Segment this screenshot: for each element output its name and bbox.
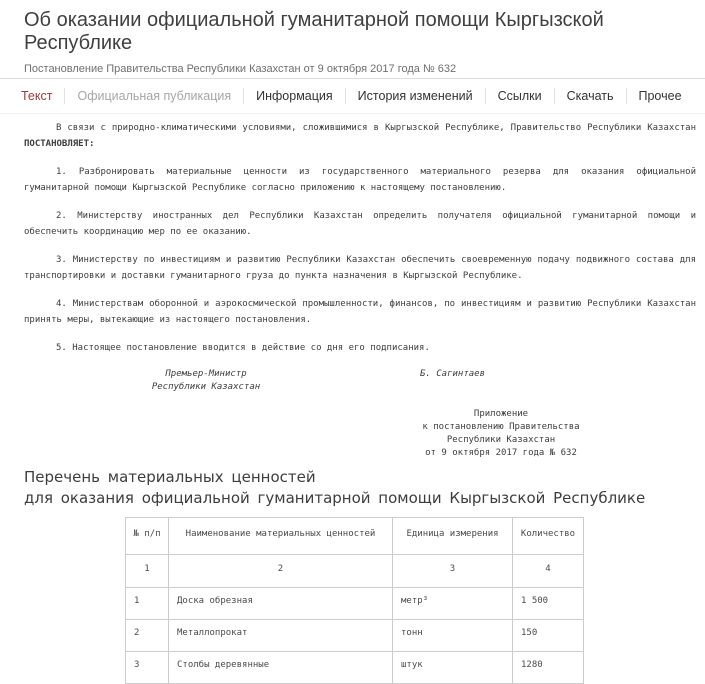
page-title: Об оказании официальной гуманитарной помощи Кыргызской Республике: [24, 9, 604, 54]
preamble-text: В связи с природно-климатическими условиями, сложившимися в Кыргызской Республике, Правительство Республики Казахстан: [56, 123, 696, 133]
annex-ref-line4: от 9 октября 2017 года № 632: [425, 448, 577, 458]
decree-point-3: 3. Министерству по инвестициям и развитию Республики Казахстан обеспечить своевременную подачу подвижного состава для транспортировки и доставки гуманитарного груза до пункта назначения в Кыргызской Республике.: [24, 255, 696, 281]
table-header-row: [126, 518, 584, 555]
cell-quantity: 1 500: [513, 588, 584, 620]
annex-ref-line2: к постановлению Правительства: [422, 422, 580, 432]
header-cell-unit: Единица измерения: [393, 518, 513, 555]
tab-text[interactable]: Текст: [9, 88, 65, 104]
cell-name: Столбы деревянные: [169, 652, 393, 684]
table-row: [126, 588, 584, 620]
signature-position-line2: Республики Казахстан: [151, 382, 261, 392]
header-cell-quantity: Количество: [513, 518, 584, 555]
column-number-cell: 4: [513, 555, 584, 588]
page-subtitle: Постановление Правительства Республики Казахстан от 9 октября 2017 года № 632: [24, 63, 457, 75]
cell-unit: метр³: [393, 588, 513, 620]
cell-quantity: 1280: [513, 652, 584, 684]
annex-title: [24, 467, 696, 509]
annex-ref-line1: Приложение: [473, 409, 529, 419]
tab-links[interactable]: Ссылки: [486, 88, 555, 104]
tab-change-history[interactable]: История изменений: [346, 88, 486, 104]
decree-point-4: 4. Министерствам оборонной и аэрокосмической промышленности, финансов, по инвестициям и развитию Республики Казахстан принять меры, вытекающие из настоящего постановления.: [24, 299, 696, 325]
column-number-cell: 3: [393, 555, 513, 588]
signature-name: Б. Сагинтаев: [420, 369, 486, 379]
decree-point-2: 2. Министерству иностранных дел Республики Казахстан определить получателя официальной гуманитарной помощи и обеспечить координацию мер по ее оказанию.: [24, 211, 696, 237]
signature-position: [140, 368, 272, 394]
tab-information[interactable]: Информация: [244, 88, 346, 104]
table-column-number-row: [126, 555, 584, 588]
cell-name: Металлопрокат: [169, 620, 393, 652]
cell-name: Доска обрезная: [169, 588, 393, 620]
table-row: [126, 652, 584, 684]
cell-number: 1: [126, 588, 169, 620]
cell-number: 2: [126, 620, 169, 652]
tab-other[interactable]: Прочее: [638, 89, 682, 103]
annex-reference: [376, 408, 626, 459]
resolves-keyword: ПОСТАНОВЛЯЕТ:: [24, 139, 95, 149]
cell-number: 3: [126, 652, 169, 684]
decree-point-1: 1. Разбронировать материальные ценности из государственного материального резерва для оказания официальной гуманитарной помощи Кыргызской Республике согласно приложению к настоящему постановлению.: [24, 167, 696, 193]
table-row: [126, 620, 584, 652]
header-cell-name: Наименование материальных ценностей: [169, 518, 393, 555]
tab-download[interactable]: Скачать: [555, 88, 627, 104]
document-header: [0, 0, 705, 76]
signature-block: [24, 368, 696, 394]
cell-unit: штук: [393, 652, 513, 684]
preamble-paragraph: [24, 120, 696, 152]
document-body: [0, 114, 696, 684]
annex-ref-line3: Республики Казахстан: [446, 435, 556, 445]
annex-title-line2: для оказания официальной гуманитарной помощи Кыргызской Республике: [24, 489, 646, 507]
column-number-cell: 1: [126, 555, 169, 588]
header-cell-number: № п/п: [126, 518, 169, 555]
tab-official-publication[interactable]: Официальная публикация: [65, 88, 244, 104]
cell-quantity: 150: [513, 620, 584, 652]
signature-position-line1: Премьер-Министр: [165, 369, 247, 379]
materials-table: [125, 517, 584, 684]
annex-title-line1: Перечень материальных ценностей: [24, 468, 316, 486]
cell-unit: тонн: [393, 620, 513, 652]
decree-point-5: 5. Настоящее постановление вводится в действие со дня его подписания.: [56, 343, 430, 353]
tab-bar: [0, 78, 705, 114]
column-number-cell: 2: [169, 555, 393, 588]
